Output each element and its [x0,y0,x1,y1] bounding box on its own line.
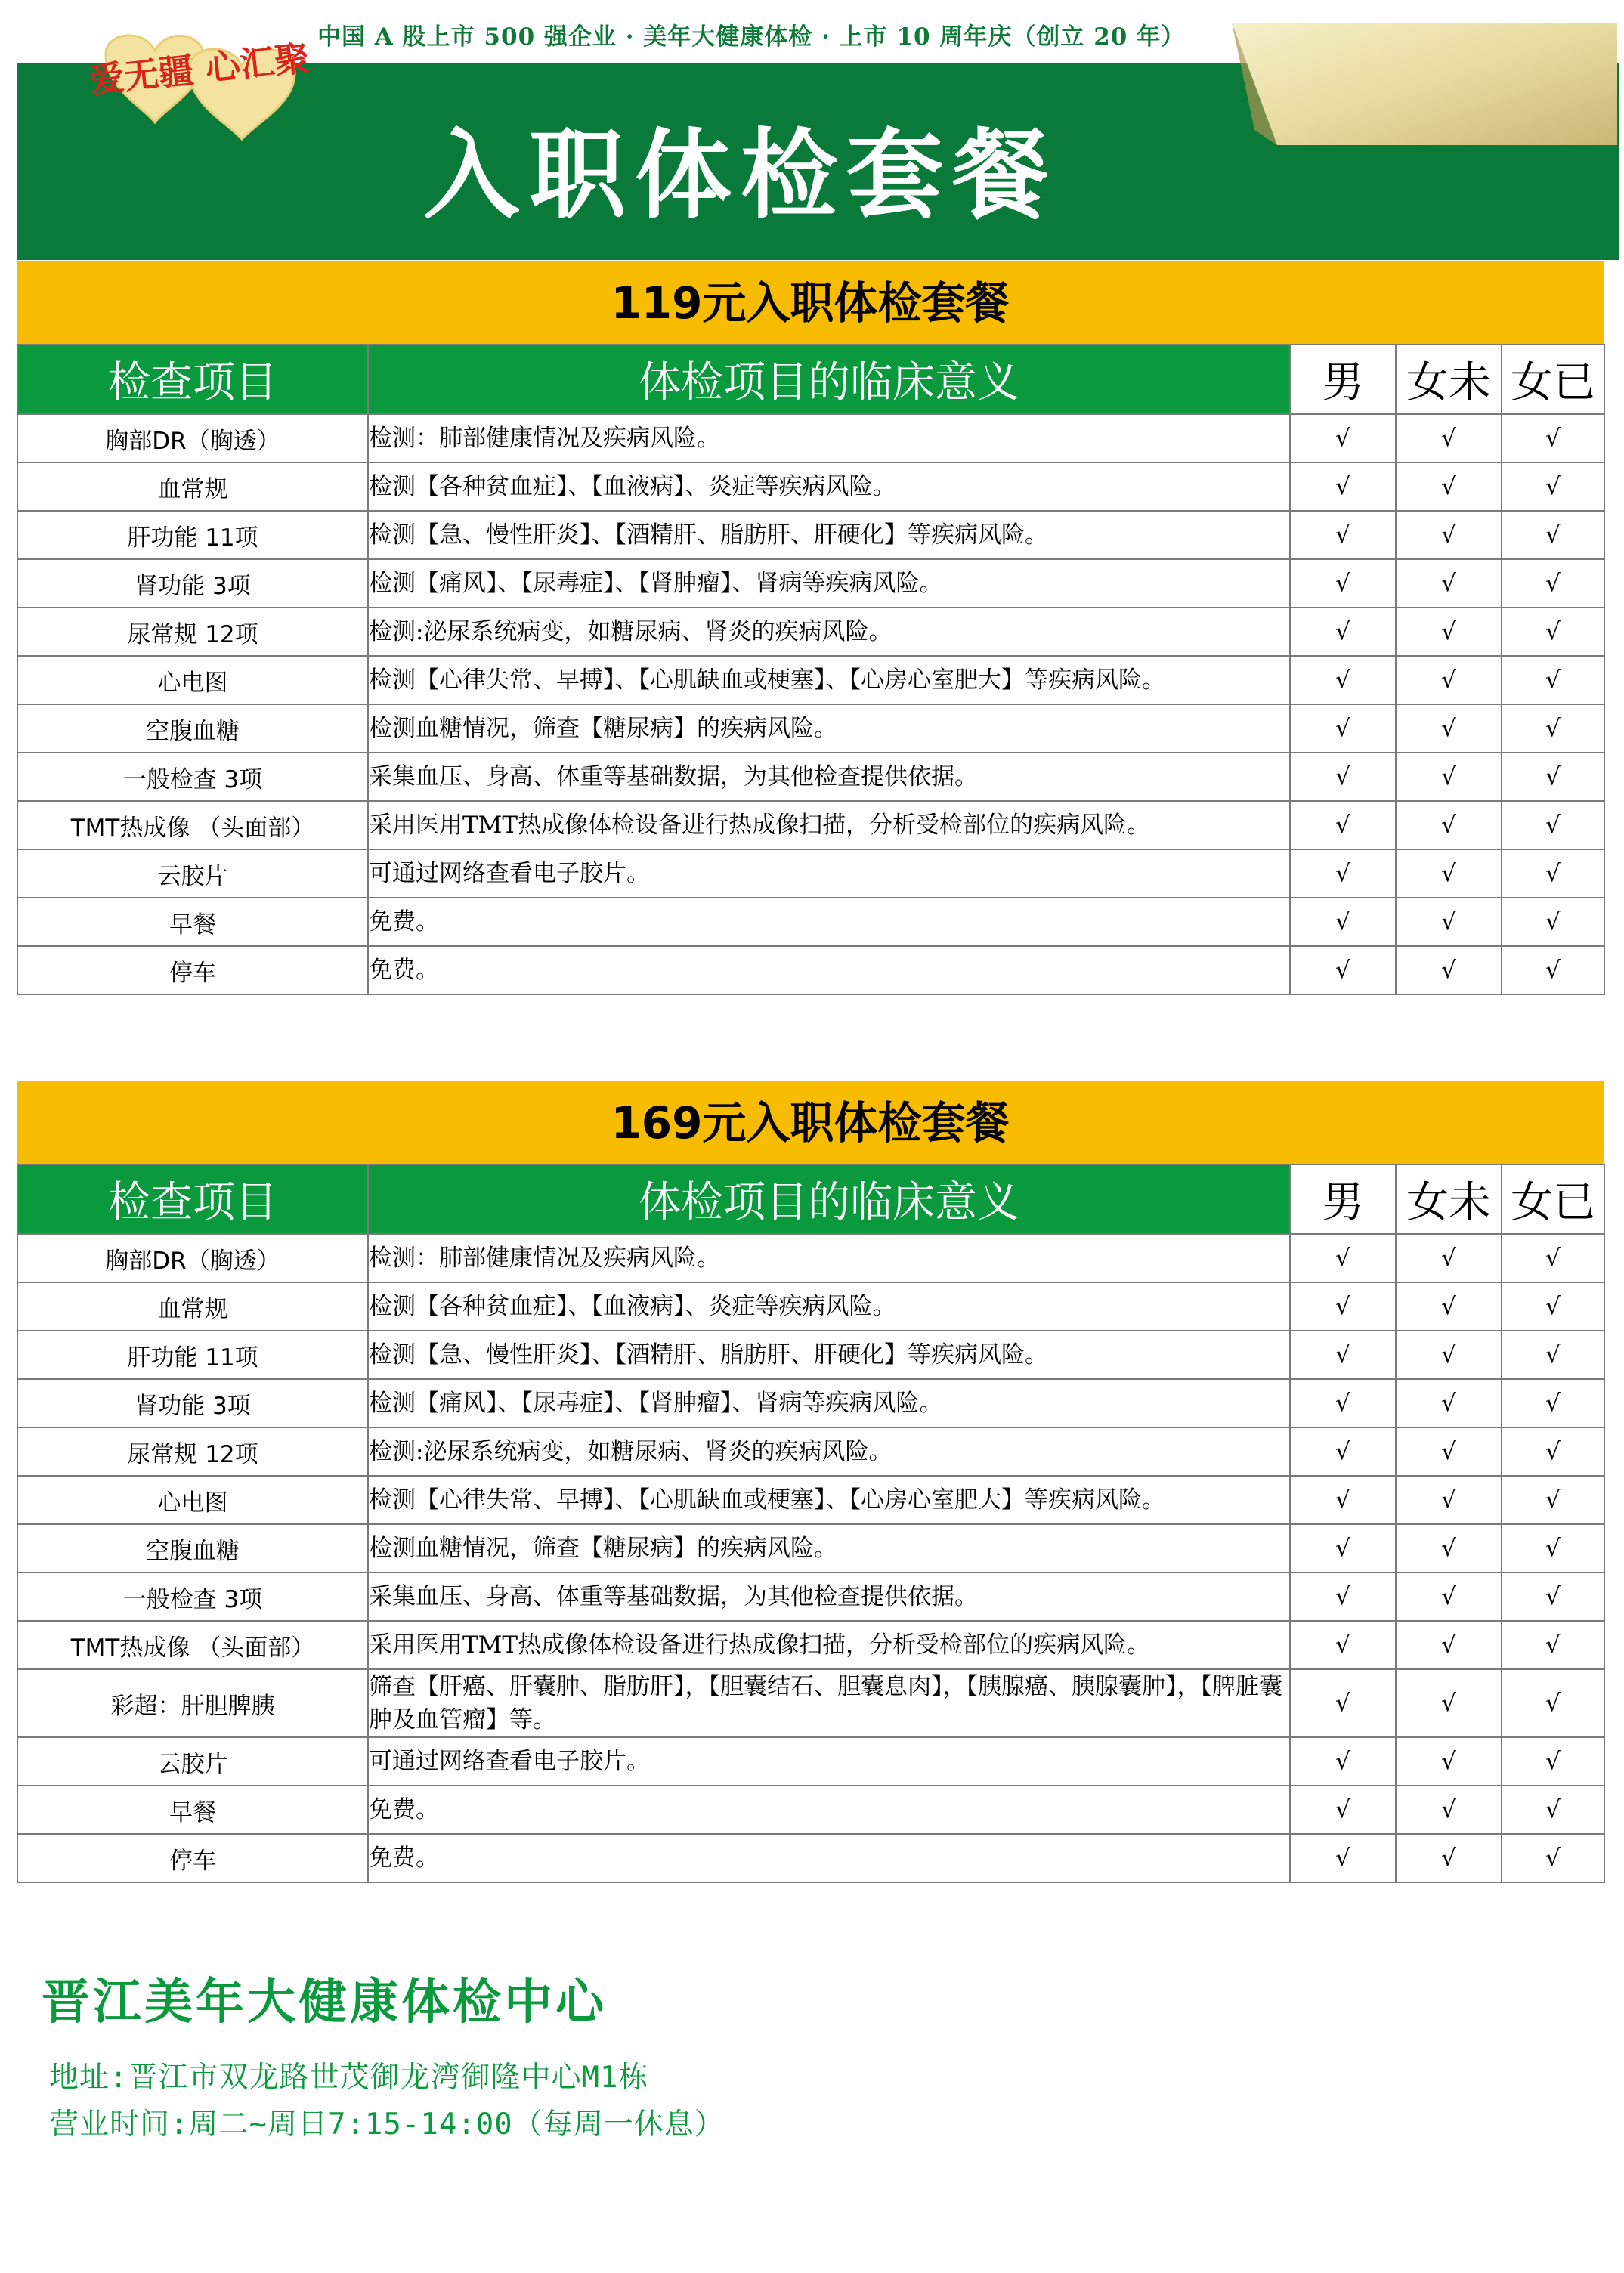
center-name: 晋江美年大健康体检中心 [42,1975,607,2030]
table-row [17,1331,1604,1379]
table-row [17,946,1604,994]
female-married-check-cell: √ [1502,1737,1604,1786]
exam-item-cell: 肝功能 11项 [17,1331,368,1379]
header-female-unmarried: 女未 [1396,345,1502,414]
table-row [17,414,1604,462]
female-married-check-cell: √ [1502,1669,1604,1737]
exam-item-cell: 早餐 [17,898,368,946]
table-header-row [17,1164,1604,1234]
clinical-meaning-cell: 检测血糖情况，筛查【糖尿病】的疾病风险。 [368,704,1290,753]
female-married-check-cell: √ [1502,898,1604,946]
table-row [17,1621,1604,1669]
exam-item-cell: 云胶片 [17,1737,368,1786]
table-row [17,1573,1604,1621]
female-unmarried-check-cell: √ [1396,898,1502,946]
female-unmarried-check-cell: √ [1396,1573,1502,1621]
header-item: 检查项目 [17,345,368,414]
female-unmarried-check-cell: √ [1396,1234,1502,1282]
male-check-cell: √ [1290,656,1396,704]
package-169-title: 169元入职体检套餐 [17,1081,1604,1164]
female-unmarried-check-cell: √ [1396,1282,1502,1331]
package-119-title: 119元入职体检套餐 [17,261,1604,344]
exam-item-cell: 肾功能 3项 [17,1379,368,1427]
male-check-cell: √ [1290,898,1396,946]
female-married-check-cell: √ [1502,1573,1604,1621]
female-married-check-cell: √ [1502,753,1604,801]
female-unmarried-check-cell: √ [1396,656,1502,704]
package-169-rows [17,1234,1604,1882]
clinical-meaning-cell: 免费。 [368,898,1290,946]
exam-item-cell: 彩超：肝胆脾胰 [17,1669,368,1737]
female-unmarried-check-cell: √ [1396,414,1502,462]
female-married-check-cell: √ [1502,1379,1604,1427]
female-unmarried-check-cell: √ [1396,462,1502,511]
table-row [17,1282,1604,1331]
clinical-meaning-cell: 检测【心律失常、早搏】、【心肌缺血或梗塞】、【心房心室肥大】等疾病风险。 [368,656,1290,704]
exam-item-cell: 尿常规 12项 [17,1427,368,1476]
clinical-meaning-cell: 检测【痛风】、【尿毒症】、【肾肿瘤】、肾病等疾病风险。 [368,559,1290,608]
male-check-cell: √ [1290,462,1396,511]
header-female-married: 女已 [1502,1164,1604,1234]
clinical-meaning-cell: 可通过网络查看电子胶片。 [368,849,1290,898]
female-unmarried-check-cell: √ [1396,753,1502,801]
female-unmarried-check-cell: √ [1396,1669,1502,1737]
table-row [17,704,1604,753]
female-married-check-cell: √ [1502,462,1604,511]
table-row [17,656,1604,704]
table-row [17,1379,1604,1427]
male-check-cell: √ [1290,849,1396,898]
exam-item-cell: 血常规 [17,1282,368,1331]
male-check-cell: √ [1290,801,1396,849]
clinical-meaning-cell: 检测【急、慢性肝炎】、【酒精肝、脂肪肝、肝硬化】等疾病风险。 [368,511,1290,559]
header-item: 检查项目 [17,1164,368,1234]
exam-item-cell: 一般检查 3项 [17,753,368,801]
clinical-meaning-cell: 检测【各种贫血症】、【血液病】、炎症等疾病风险。 [368,462,1290,511]
male-check-cell: √ [1290,946,1396,994]
clinical-meaning-cell: 检测【急、慢性肝炎】、【酒精肝、脂肪肝、肝硬化】等疾病风险。 [368,1331,1290,1379]
table-row [17,1476,1604,1524]
male-check-cell: √ [1290,1234,1396,1282]
address: 地址:晋江市双龙路世茂御龙湾御隆中心M1栋 [49,2061,649,2095]
male-check-cell: √ [1290,1834,1396,1882]
header-male: 男 [1290,1164,1396,1234]
table-row [17,559,1604,608]
exam-item-cell: 尿常规 12项 [17,608,368,656]
clinical-meaning-cell: 筛查【肝癌、肝囊肿、脂肪肝】，【胆囊结石、胆囊息肉】，【胰腺癌、胰腺囊肿】，【脾脏囊肿及血管瘤】等。 [368,1669,1290,1737]
page-title: 入职体检套餐 [423,119,1059,232]
clinical-meaning-cell: 采集血压、身高、体重等基础数据，为其他检查提供依据。 [368,1573,1290,1621]
female-married-check-cell: √ [1502,849,1604,898]
business-hours: 营业时间:周二~周日7:15-14:00（每周一休息） [49,2108,725,2142]
exam-item-cell: 胸部DR（胸透） [17,414,368,462]
female-unmarried-check-cell: √ [1396,1621,1502,1669]
exam-item-cell: 心电图 [17,656,368,704]
clinical-meaning-cell: 检测血糖情况，筛查【糖尿病】的疾病风险。 [368,1524,1290,1573]
table-row [17,511,1604,559]
table-row [17,608,1604,656]
table-row [17,1234,1604,1282]
banner-fold-decoration [1224,17,1617,145]
header-meaning: 体检项目的临床意义 [368,345,1290,414]
female-married-check-cell: √ [1502,1621,1604,1669]
table-row [17,462,1604,511]
female-married-check-cell: √ [1502,1427,1604,1476]
female-unmarried-check-cell: √ [1396,1834,1502,1882]
logo-text: 爱无疆 心汇聚 [87,37,311,101]
table-row [17,801,1604,849]
male-check-cell: √ [1290,414,1396,462]
table-row [17,1669,1604,1737]
package-169-table [17,1164,1605,1883]
female-unmarried-check-cell: √ [1396,1379,1502,1427]
package-119-table [17,344,1605,995]
clinical-meaning-cell: 免费。 [368,946,1290,994]
exam-item-cell: TMT热成像 （头面部） [17,801,368,849]
exam-item-cell: 停车 [17,1834,368,1882]
female-married-check-cell: √ [1502,1834,1604,1882]
header-female-married: 女已 [1502,345,1604,414]
clinical-meaning-cell: 可通过网络查看电子胶片。 [368,1737,1290,1786]
exam-item-cell: 血常规 [17,462,368,511]
table-header-row [17,345,1604,414]
male-check-cell: √ [1290,1282,1396,1331]
female-married-check-cell: √ [1502,559,1604,608]
header-female-unmarried: 女未 [1396,1164,1502,1234]
female-married-check-cell: √ [1502,801,1604,849]
female-married-check-cell: √ [1502,1234,1604,1282]
female-unmarried-check-cell: √ [1396,1331,1502,1379]
table-row [17,898,1604,946]
table-row [17,1524,1604,1573]
male-check-cell: √ [1290,704,1396,753]
table-row [17,849,1604,898]
clinical-meaning-cell: 检测【痛风】、【尿毒症】、【肾肿瘤】、肾病等疾病风险。 [368,1379,1290,1427]
exam-item-cell: 云胶片 [17,849,368,898]
female-unmarried-check-cell: √ [1396,1476,1502,1524]
female-married-check-cell: √ [1502,704,1604,753]
female-unmarried-check-cell: √ [1396,801,1502,849]
female-unmarried-check-cell: √ [1396,1786,1502,1834]
female-unmarried-check-cell: √ [1396,608,1502,656]
female-unmarried-check-cell: √ [1396,946,1502,994]
exam-item-cell: 早餐 [17,1786,368,1834]
female-unmarried-check-cell: √ [1396,704,1502,753]
exam-item-cell: 空腹血糖 [17,1524,368,1573]
heart-logo [60,24,348,145]
exam-item-cell: TMT热成像 （头面部） [17,1621,368,1669]
female-married-check-cell: √ [1502,1282,1604,1331]
clinical-meaning-cell: 检测:泌尿系统病变，如糖尿病、肾炎的疾病风险。 [368,608,1290,656]
exam-item-cell: 肝功能 11项 [17,511,368,559]
male-check-cell: √ [1290,608,1396,656]
exam-item-cell: 空腹血糖 [17,704,368,753]
female-married-check-cell: √ [1502,656,1604,704]
clinical-meaning-cell: 免费。 [368,1834,1290,1882]
package-119-rows [17,414,1604,994]
exam-item-cell: 肾功能 3项 [17,559,368,608]
male-check-cell: √ [1290,1737,1396,1786]
female-married-check-cell: √ [1502,1476,1604,1524]
header-meaning: 体检项目的临床意义 [368,1164,1290,1234]
clinical-meaning-cell: 采集血压、身高、体重等基础数据，为其他检查提供依据。 [368,753,1290,801]
table-row [17,1427,1604,1476]
table-row [17,753,1604,801]
male-check-cell: √ [1290,1573,1396,1621]
female-married-check-cell: √ [1502,1524,1604,1573]
male-check-cell: √ [1290,1621,1396,1669]
female-unmarried-check-cell: √ [1396,511,1502,559]
female-married-check-cell: √ [1502,1331,1604,1379]
female-unmarried-check-cell: √ [1396,1737,1502,1786]
male-check-cell: √ [1290,1786,1396,1834]
female-unmarried-check-cell: √ [1396,559,1502,608]
female-married-check-cell: √ [1502,608,1604,656]
female-unmarried-check-cell: √ [1396,1427,1502,1476]
female-married-check-cell: √ [1502,414,1604,462]
exam-item-cell: 停车 [17,946,368,994]
female-married-check-cell: √ [1502,1786,1604,1834]
header-male: 男 [1290,345,1396,414]
exam-item-cell: 一般检查 3项 [17,1573,368,1621]
male-check-cell: √ [1290,1524,1396,1573]
clinical-meaning-cell: 检测【各种贫血症】、【血液病】、炎症等疾病风险。 [368,1282,1290,1331]
female-married-check-cell: √ [1502,511,1604,559]
exam-item-cell: 心电图 [17,1476,368,1524]
clinical-meaning-cell: 检测:泌尿系统病变，如糖尿病、肾炎的疾病风险。 [368,1427,1290,1476]
table-row [17,1834,1604,1882]
male-check-cell: √ [1290,1476,1396,1524]
top-slogan: 中国 A 股上市 500 强企业 · 美年大健康体检 · 上市 10 周年庆（创立 20 年） [317,23,1186,51]
male-check-cell: √ [1290,1379,1396,1427]
female-unmarried-check-cell: √ [1396,1524,1502,1573]
male-check-cell: √ [1290,753,1396,801]
clinical-meaning-cell: 采用医用TMT热成像体检设备进行热成像扫描，分析受检部位的疾病风险。 [368,1621,1290,1669]
exam-item-cell: 胸部DR（胸透） [17,1234,368,1282]
male-check-cell: √ [1290,1669,1396,1737]
clinical-meaning-cell: 采用医用TMT热成像体检设备进行热成像扫描，分析受检部位的疾病风险。 [368,801,1290,849]
male-check-cell: √ [1290,1427,1396,1476]
clinical-meaning-cell: 检测：肺部健康情况及疾病风险。 [368,414,1290,462]
male-check-cell: √ [1290,511,1396,559]
clinical-meaning-cell: 检测：肺部健康情况及疾病风险。 [368,1234,1290,1282]
female-married-check-cell: √ [1502,946,1604,994]
male-check-cell: √ [1290,559,1396,608]
table-row [17,1737,1604,1786]
table-row [17,1786,1604,1834]
clinical-meaning-cell: 免费。 [368,1786,1290,1834]
clinical-meaning-cell: 检测【心律失常、早搏】、【心肌缺血或梗塞】、【心房心室肥大】等疾病风险。 [368,1476,1290,1524]
male-check-cell: √ [1290,1331,1396,1379]
female-unmarried-check-cell: √ [1396,849,1502,898]
